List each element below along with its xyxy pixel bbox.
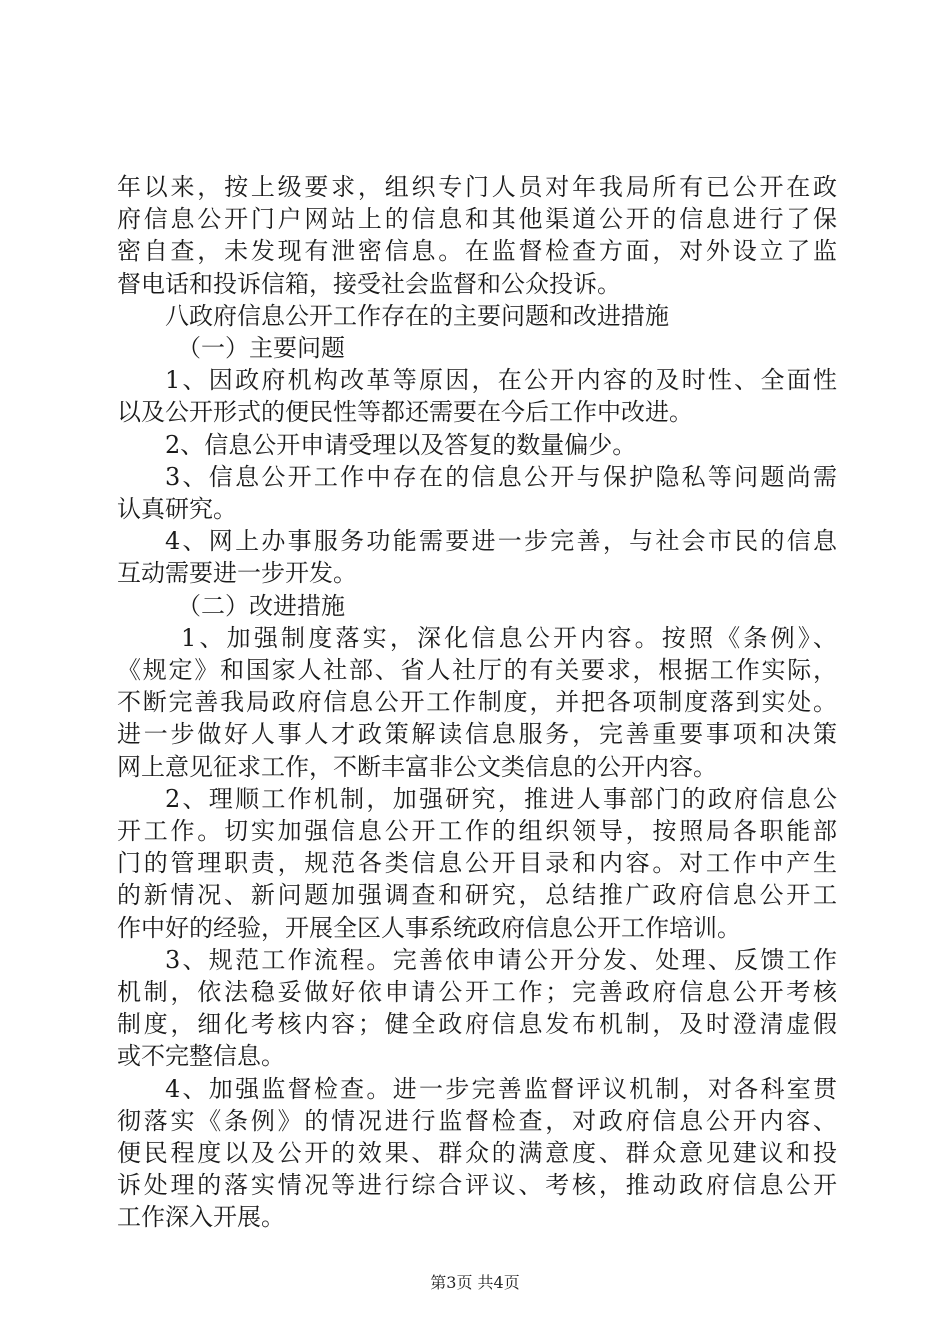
text-line: 2、理顺工作机制，加强研究，推进人事部门的政府信息公: [165, 785, 837, 813]
text-line: 不断完善我局政府信息公开工作制度，并把各项制度落到实处。: [117, 688, 837, 716]
text-line: 《规定》和国家人社部、省人社厅的有关要求，根据工作实际，: [117, 656, 837, 684]
text-line: 诉处理的落实情况等进行综合评议、考核，推动政府信息公开: [117, 1171, 837, 1199]
text-line: 互动需要进一步开发。: [117, 559, 357, 587]
text-line: 1、加强制度落实，深化信息公开内容。按照《条例》、: [181, 624, 837, 652]
text-line: 认真研究。: [117, 495, 237, 523]
text-line: 密自查，未发现有泄密信息。在监督检查方面，对外设立了监: [117, 237, 837, 265]
text-line: 便民程度以及公开的效果、群众的满意度、群众意见建议和投: [117, 1139, 837, 1167]
text-line: 督电话和投诉信箱，接受社会监督和公众投诉。: [117, 270, 621, 298]
section-heading: 八政府信息公开工作存在的主要问题和改进措施: [165, 302, 669, 330]
text-line: 3、规范工作流程。完善依申请公开分发、处理、反馈工作: [165, 946, 837, 974]
text-line: 工作深入开展。: [117, 1203, 285, 1231]
text-line: 府信息公开门户网站上的信息和其他渠道公开的信息进行了保: [117, 205, 837, 233]
text-line: 机制，依法稳妥做好依申请公开工作；完善政府信息公开考核: [117, 978, 837, 1006]
text-line: 4、加强监督检查。进一步完善监督评议机制，对各科室贯: [165, 1075, 837, 1103]
text-line: 开工作。切实加强信息公开工作的组织领导，按照局各职能部: [117, 817, 837, 845]
text-line: 以及公开形式的便民性等都还需要在今后工作中改进。: [117, 398, 693, 426]
text-line: 的新情况、新问题加强调查和研究，总结推广政府信息公开工: [117, 881, 837, 909]
text-line: 或不完整信息。: [117, 1042, 285, 1070]
text-line: 2、信息公开申请受理以及答复的数量偏少。: [165, 431, 637, 459]
subsection-heading: （二）改进措施: [177, 592, 345, 620]
text-line: 4、网上办事服务功能需要进一步完善，与社会市民的信息: [165, 527, 837, 555]
text-line: 进一步做好人事人才政策解读信息服务，完善重要事项和决策: [117, 720, 837, 748]
text-line: 3、信息公开工作中存在的信息公开与保护隐私等问题尚需: [165, 463, 837, 491]
text-line: 年以来，按上级要求，组织专门人员对年我局所有已公开在政: [117, 173, 837, 201]
text-line: 1、因政府机构改革等原因，在公开内容的及时性、全面性: [165, 366, 837, 394]
text-line: 彻落实《条例》的情况进行监督检查，对政府信息公开内容、: [117, 1107, 837, 1135]
text-line: 网上意见征求工作，不断丰富非公文类信息的公开内容。: [117, 753, 717, 781]
text-line: 制度，细化考核内容；健全政府信息发布机制，及时澄清虚假: [117, 1010, 837, 1038]
page-footer: 第3页 共4页: [430, 1273, 520, 1292]
text-line: 作中好的经验，开展全区人事系统政府信息公开工作培训。: [117, 914, 741, 942]
text-line: 门的管理职责，规范各类信息公开目录和内容。对工作中产生: [117, 849, 837, 877]
subsection-heading: （一）主要问题: [177, 334, 345, 362]
